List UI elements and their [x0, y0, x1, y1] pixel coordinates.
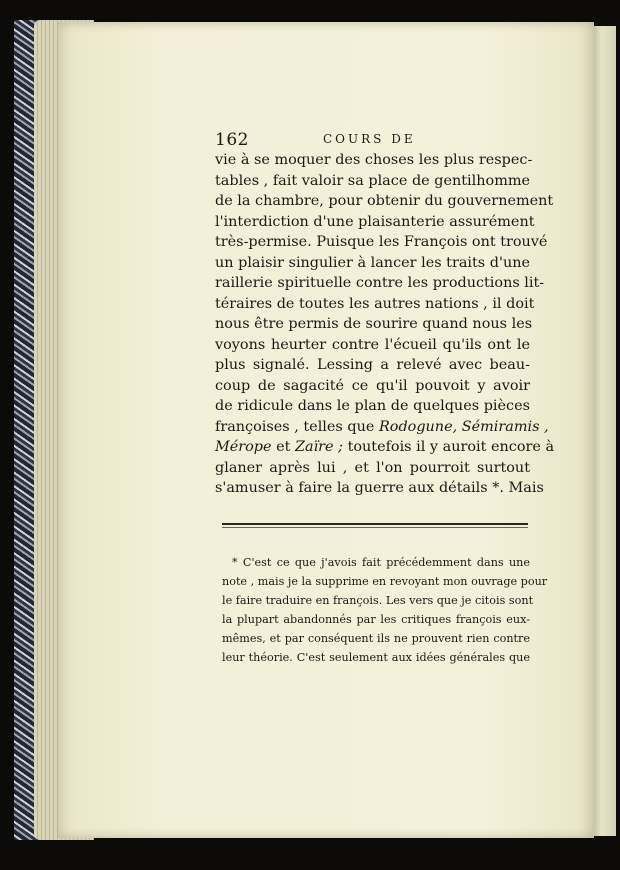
body-line: plus signalé. Lessing a relevé avec beau-: [215, 357, 530, 373]
footnote-line: le faire traduire en françois. Les vers que je citois sont: [222, 594, 534, 607]
footnote-line: mêmes, et par conséquent ils ne prouvent rien contre: [222, 632, 530, 645]
body-line-with-italics: [215, 437, 555, 458]
footnote-line: leur théorie. C'est seulement aux idées générales que: [222, 651, 530, 664]
body-line: de ridicule dans le plan de quelques pièces: [215, 398, 530, 414]
body-line: nous être permis de sourire quand nous les: [215, 316, 533, 332]
body-text-segment: toutefois il y auroit encore à: [347, 439, 555, 455]
footnote-line: note , mais je la supprime en revoyant mon ouvrage pour: [222, 575, 548, 588]
body-text-segment: françoises , telles que: [215, 418, 375, 435]
body-line: glaner après lui , et l'on pourroit surtout: [215, 459, 530, 476]
page-number: 162: [215, 130, 249, 150]
body-line: tables , fait valoir sa place de gentilhomme: [215, 172, 530, 189]
footnote-line: la plupart abandonnés par les critiques françois eux-: [222, 613, 530, 626]
running-head: COURS DE: [323, 132, 416, 146]
body-line: s'amuser à faire la guerre aux détails *. Mais: [215, 480, 544, 496]
body-line: l'interdiction d'une plaisanterie assurément: [215, 213, 535, 230]
italic-title: Zaïre ;: [295, 439, 343, 455]
footnote-divider-thin: [222, 527, 528, 528]
body-line: un plaisir singulier à lancer les traits d'une: [215, 254, 530, 271]
footnote-line: * C'est ce que j'avois fait précédemment dans une: [232, 556, 530, 569]
body-line: coup de sagacité ce qu'il pouvoit y avoir: [215, 377, 530, 394]
italic-title: Mérope: [215, 439, 272, 455]
body-line: vie à se moquer des choses les plus respec-: [215, 152, 533, 168]
body-line: raillerie spirituelle contre les productions lit-: [215, 275, 545, 291]
footnote-divider: [222, 523, 528, 525]
italic-title: Rodogune, Sémiramis ,: [378, 418, 549, 435]
body-text: [215, 150, 555, 499]
body-text-segment: et: [276, 439, 291, 455]
page-header: [215, 130, 535, 150]
body-line: téraires de toutes les autres nations , il doit: [215, 295, 535, 312]
body-line: de la chambre, pour obtenir du gouvernement: [215, 193, 554, 209]
body-line: voyons heurter contre l'écueil qu'ils ont le: [215, 336, 530, 353]
footnote: [222, 553, 548, 667]
body-line-with-italics: [215, 417, 549, 438]
body-line: très-permise. Puisque les François ont trouvé: [215, 234, 548, 250]
facing-page-edge: [591, 26, 616, 836]
